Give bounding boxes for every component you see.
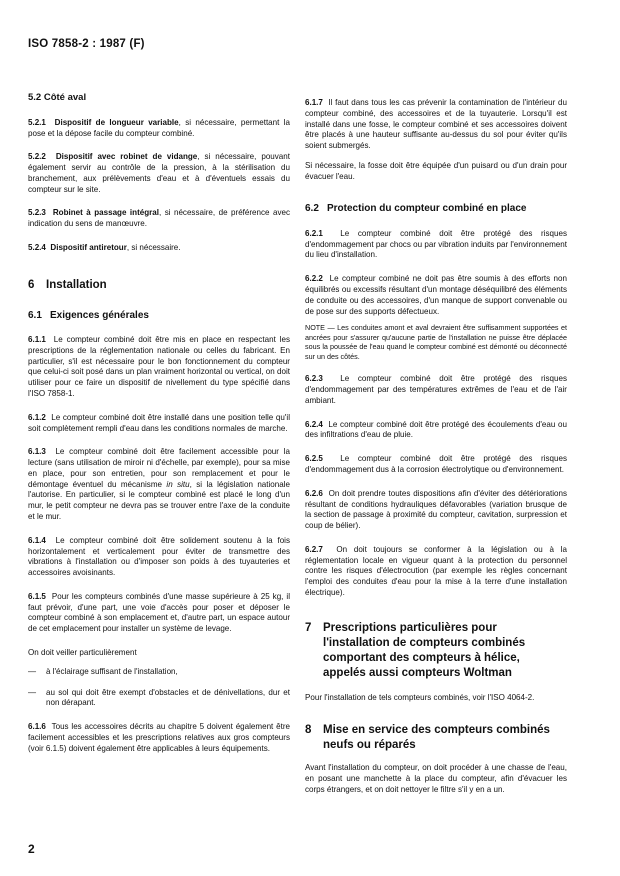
- clause-6-2-3: [305, 374, 567, 406]
- clause-text: Le compteur combiné doit être protégé des risques d'endommagement par des températures extrêmes de l'eau et de l'air ambiant.: [305, 374, 567, 405]
- section-6-1-heading: [28, 309, 290, 322]
- clause-6-1-1: [28, 335, 290, 400]
- document-header: ISO 7858-2 : 1987 (F): [28, 38, 145, 50]
- clause-text: On doit toujours se conformer à la législation ou à la réglementation locale en vigueur quant à la protection du personnel contre les risques d'électrocution (par exemple les règles concernant l'emploi des conduites d'eau pour la mise à la terre d'une installation électrique).: [305, 544, 567, 598]
- section-number: 6.1: [28, 309, 42, 321]
- clause-term: Dispositif avec robinet de vidange: [55, 152, 198, 162]
- clause-text: Le compteur combiné doit être protégé des risques d'endommagement dus à la corrosion électrolytique ou d'environnement.: [305, 454, 567, 475]
- clause-term: Dispositif antiretour: [50, 242, 127, 252]
- clause-5-2-1: [28, 118, 290, 140]
- clause-number: 6.2.5: [305, 454, 323, 464]
- clause-number: 6.1.7: [305, 98, 323, 107]
- section-6-heading: [28, 278, 290, 293]
- clause-term: Robinet à passage intégral: [52, 208, 159, 218]
- clause-6-2-6: [305, 489, 567, 532]
- clause-number: 6.2.1: [305, 228, 323, 238]
- clause-text: Tous les accessoires décrits au chapitre 5 doivent également être facilement accessibles et les prescriptions relatives aux gros compteurs (voir 6.1.5) doivent également être applicables à leurs équipements.: [28, 722, 290, 753]
- clause-6-2-4: [305, 420, 567, 442]
- section-number: 6.2: [305, 203, 319, 215]
- clause-number: 5.2.4: [28, 242, 46, 252]
- list-item-text: au sol qui doit être exempt d'obstacles et de dénivellations, dur et non dérapant.: [46, 687, 290, 708]
- section-title: Installation: [46, 278, 107, 291]
- clause-6-2-2: [305, 274, 567, 317]
- clause-number: 6.2.2: [305, 274, 323, 284]
- clause-text: Le compteur combiné doit être facilement accessible pour la lecture (sans utilisation de miroir ni d'échelle, par exemple), pour sa mise en place, pour son entretien, pour son remplacement et pour le démontage éventuel du mécanisme: [28, 447, 290, 489]
- clause-text: Pour les compteurs combinés d'une masse supérieure à 25 kg, il faut prévoir, d'une part, une voie d'accès pour poser et déposer le compteur combiné à son emplacement et, d'autre part, un espace autour de cet emplacement pour installer un système de levage.: [28, 591, 290, 634]
- clause-6-1-7: [305, 98, 567, 152]
- clause-number: 5.2.1: [28, 117, 46, 127]
- section-number: 8: [305, 724, 312, 737]
- clause-text: Le compteur combiné doit être protégé des écoulements d'eau ou des infiltrations d'eau de pluie.: [305, 419, 567, 440]
- section-6-2-heading: [305, 202, 567, 215]
- clause-text: On doit prendre toutes dispositions afin d'éviter des détériorations résultant de conditions hydrauliques défavorables (variation brusque de la section de passage à proximité du compteur, cavitation, surpression et coup de bélier).: [305, 488, 567, 531]
- clause-text: Le compteur combiné doit être solidement soutenu à la fois horizontalement et verticalement pour éviter de transmettre des vibrations à l'installation ou d'imposer son poids à des tuyauteries et accessoires avoisinants.: [28, 535, 290, 578]
- clause-text: Le compteur combiné doit être installé dans une position telle qu'il soit complètement rempli d'eau dans les conditions normales de marche.: [28, 412, 290, 433]
- right-column: [305, 98, 567, 809]
- clause-number: 6.1.3: [28, 447, 46, 457]
- clause-text: Le compteur combiné ne doit pas être soumis à des efforts non équilibrés ou excessifs résultant d'un montage déséquilibré des éléments de conduite ou des accessoires, d'un manque de support convenable ou de pose sur des supports défectueux.: [305, 274, 567, 316]
- clause-6-1-3: [28, 447, 290, 522]
- section-8-heading: [305, 723, 567, 753]
- clause-text: Il faut dans tous les cas prévenir la contamination de l'intérieur du compteur combiné, des accessoires et de la tuyauterie. Lorsqu'il est installé dans une fosse, le compteur combiné et ses accessoires doivent être placés à une hauteur suffisante au-dessus du sol pour éviter qu'ils soient submergés.: [305, 98, 567, 151]
- dash-bullet: —: [28, 687, 37, 697]
- left-column: [28, 92, 290, 768]
- clause-number: 5.2.3: [28, 208, 46, 218]
- clause-text: , si la législation nationale l'autorise. En particulier, si le compteur combiné est placé le long d'un mur, le petit compteur ne devra pas se trouver entre l'axe de la conduite et le mur.: [28, 479, 290, 522]
- note: NOTE — Les conduites amont et aval devraient être suffisamment supportées et ancrées pour s'assurer qu'aucune partie de l'installation ne puisse être déplacée sous la poussée de l'eau quand le compteur combiné est démonté ou déconnecté sur un des côtés.: [305, 323, 567, 361]
- clause-number: 5.2.2: [28, 152, 46, 162]
- clause-number: 6.2.4: [305, 419, 323, 429]
- clause-5-2-3: [28, 208, 290, 230]
- section-title: Exigences générales: [50, 309, 149, 321]
- section-number: 7: [305, 621, 312, 634]
- clause-6-1-5: [28, 592, 290, 635]
- clause-italic-term: in situ: [166, 479, 190, 489]
- section-5-2-heading: 5.2 Côté aval: [28, 92, 87, 103]
- clause-6-2-5: [305, 454, 567, 476]
- clause-term: Dispositif de longueur variable: [54, 117, 179, 127]
- section-number: 6: [28, 278, 35, 291]
- clause-text: Le compteur combiné doit être protégé des risques d'endommagement par chocs ou par vibration induits par l'environnement du lieu d'installation.: [305, 228, 567, 260]
- section-7-heading: [305, 621, 567, 681]
- clause-text: Le compteur combiné doit être mis en place en respectant les prescriptions de la réglementation nationale ou celles du fabricant. En particulier, s'il est nécessaire pour le bon fonctionnement du compteur que celui-ci soit posé dans un plan vraiment horizontal ou vertical, on doit utiliser pour ce faire un dispositif de nivellement du type spécifié dans l'ISO 7858-1.: [28, 335, 290, 398]
- list-item-text: à l'éclairage suffisant de l'installation,: [46, 666, 178, 676]
- list-intro: On doit veiller particulièrement: [28, 648, 137, 658]
- clause-6-1-2: [28, 413, 290, 435]
- clause-text: , si nécessaire, permettant la pose et la dépose facile du compteur combiné.: [28, 117, 290, 138]
- clause-5-2-2: [28, 152, 290, 195]
- paragraph-fosse: Si nécessaire, la fosse doit être équipée d'un puisard ou d'un drain pour évacuer l'eau.: [305, 160, 567, 181]
- clause-6-1-4: [28, 536, 290, 579]
- clause-number: 6.1.2: [28, 412, 46, 422]
- clause-number: 6.2.6: [305, 488, 323, 498]
- clause-6-2-7: [305, 545, 567, 599]
- section-title: Prescriptions particulières pour l'installation de compteurs combinés comportant des compteurs à hélice, appelés aussi compteurs Woltman: [323, 621, 526, 679]
- section-title: Protection du compteur combiné en place: [327, 203, 527, 215]
- dash-bullet: —: [28, 666, 37, 676]
- clause-6-1-6: [28, 722, 290, 754]
- list-item: [28, 667, 290, 678]
- section-title: Mise en service des compteurs combinés neufs ou réparés: [323, 724, 550, 752]
- clause-number: 6.1.4: [28, 535, 46, 545]
- clause-number: 6.1.6: [28, 722, 46, 732]
- clause-number: 6.1.5: [28, 591, 46, 601]
- clause-6-2-1: [305, 229, 567, 261]
- clause-8-text: Avant l'installation du compteur, on doit procéder à une chasse de l'eau, en posant une manchette à la place du compteur, afin d'évacuer les corps étrangers, et on doit nettoyer le filtre s'il y en a un.: [305, 763, 567, 794]
- clause-text: , si nécessaire.: [126, 242, 181, 252]
- clause-7-text: Pour l'installation de tels compteurs combinés, voir l'ISO 4064-2.: [305, 692, 535, 702]
- clause-number: 6.2.7: [305, 544, 323, 554]
- clause-5-2-4: [28, 243, 290, 254]
- clause-number: 6.1.1: [28, 335, 46, 345]
- page-number: 2: [28, 842, 35, 856]
- list-item: [28, 688, 290, 710]
- clause-number: 6.2.3: [305, 374, 323, 384]
- clause-text: , si nécessaire, de préférence avec indication du sens de manœuvre.: [28, 208, 290, 229]
- clause-text: , si nécessaire, pouvant également servir au contrôle de la pression, à la stérilisation du branchement, aux prélèvements d'eau et à d'éventuels essais du compteur sur le site.: [28, 152, 290, 194]
